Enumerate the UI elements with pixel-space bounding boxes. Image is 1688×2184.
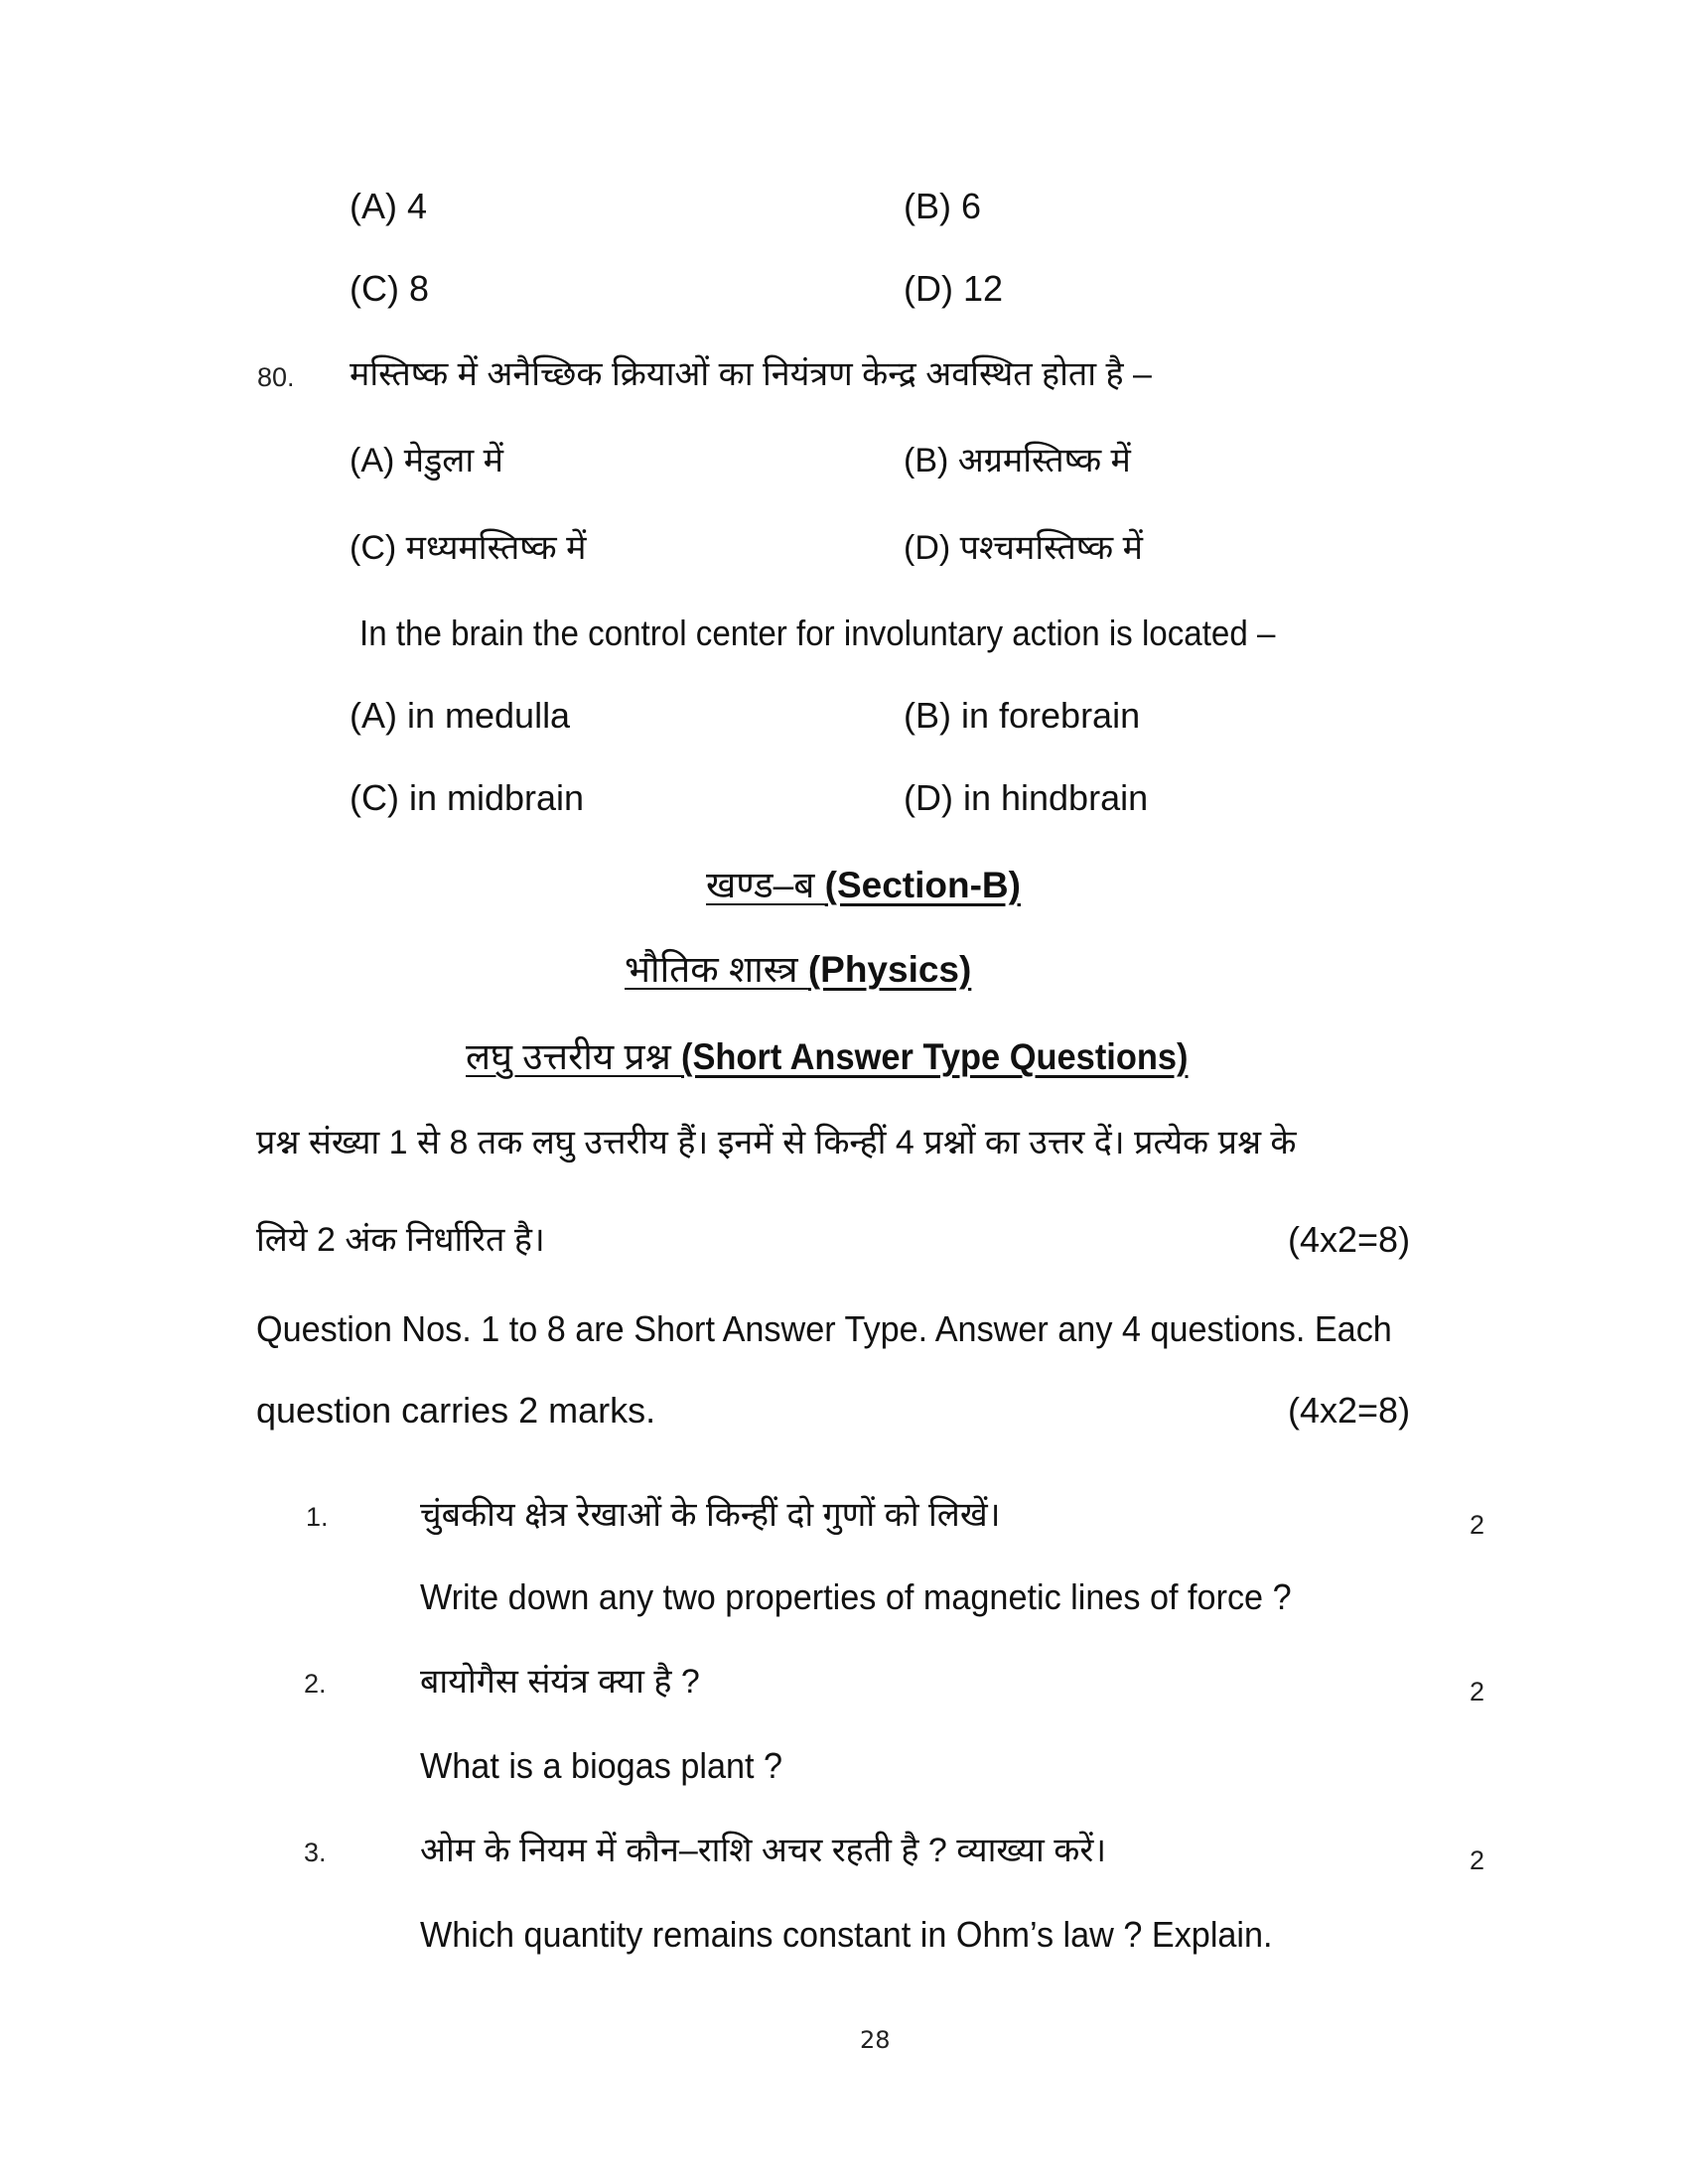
question-3-hindi: ओम के नियम में कौन–राशि अचर रहती है ? व्याख्या करें। (420, 1832, 1107, 1869)
option-b-hindi: (B) अग्रमस्तिष्क में (904, 442, 1131, 479)
question-2-hindi: बायोगैस संयंत्र क्या है ? (420, 1663, 700, 1701)
option-c-hindi: (C) मध्यमस्तिष्क में (350, 529, 587, 567)
question-1-english (420, 1576, 1337, 1617)
question-3-marks: 2 (1470, 1845, 1485, 1875)
section-heading-english: (Section-B) (824, 865, 1021, 905)
section-heading-hindi: खण्ड–ब (706, 865, 825, 905)
question-1-marks: 2 (1470, 1510, 1485, 1540)
question-1-number: 1. (306, 1502, 329, 1532)
question-2-english (420, 1745, 801, 1786)
option-a: (A) 4 (350, 186, 428, 226)
question-3-number: 3. (304, 1838, 327, 1867)
option-a-english: (A) in medulla (350, 695, 571, 736)
option-d-english: (D) in hindbrain (904, 777, 1149, 818)
question-text-hindi: मस्तिष्क में अनैच्छिक क्रियाओं का नियंत्रण केन्द्र अवस्थित होता है – (350, 355, 1152, 393)
subject-heading-hindi: भौतिक शास्त्र (625, 949, 808, 990)
instructions-english-marks: (4x2=8) (1288, 1390, 1411, 1431)
page-number: 28 (860, 2026, 891, 2054)
option-a-hindi: (A) मेडुला में (350, 442, 503, 479)
question-type-heading (466, 1037, 1226, 1077)
question-1-hindi: चुंबकीय क्षेत्र रेखाओं के किन्हीं दो गुणों को लिखें। (420, 1496, 1001, 1534)
option-b-english: (B) in forebrain (904, 695, 1141, 736)
question-text-english-content: In the brain the control center for involuntary action is located – (359, 613, 1276, 653)
question-2-marks: 2 (1470, 1677, 1485, 1706)
question-2-number: 2. (304, 1669, 327, 1699)
option-d-hindi: (D) पश्चमस्तिष्क में (904, 529, 1143, 567)
question-number: 80. (257, 362, 295, 392)
section-heading (706, 866, 1021, 905)
instructions-hindi-marks: (4x2=8) (1288, 1219, 1411, 1260)
question-type-heading-english: (Short Answer Type Questions) (681, 1036, 1189, 1077)
instructions-english-line1 (256, 1308, 1452, 1349)
instructions-english-line2: question carries 2 marks. (256, 1390, 656, 1431)
instructions-english-line1-content: Question Nos. 1 to 8 are Short Answer Type. Answer any 4 questions. Each (256, 1308, 1392, 1349)
instructions-hindi-line1: प्रश्न संख्या 1 से 8 तक लघु उत्तरीय हैं। इनमें से किन्हीं 4 प्रश्नों का उत्तर दें। प्रत्येक प्रश्न के (256, 1124, 1297, 1161)
instructions-hindi-line2: लिये 2 अंक निर्धारित है। (256, 1221, 545, 1259)
question-type-heading-hindi: लघु उत्तरीय प्रश्न (466, 1036, 682, 1077)
question-2-english-content: What is a biogas plant ? (420, 1745, 783, 1786)
option-b: (B) 6 (904, 186, 982, 226)
question-3-english (420, 1914, 1318, 1955)
question-1-english-content: Write down any two properties of magnetic lines of force ? (420, 1576, 1292, 1617)
option-c-english: (C) in midbrain (350, 777, 585, 818)
question-text-english (359, 615, 1355, 651)
subject-heading (625, 950, 971, 990)
option-d: (D) 12 (904, 268, 1004, 309)
option-c: (C) 8 (350, 268, 429, 309)
subject-heading-english: (Physics) (807, 949, 972, 990)
question-3-english-content: Which quantity remains constant in Ohm’s law ? Explain. (420, 1914, 1273, 1955)
